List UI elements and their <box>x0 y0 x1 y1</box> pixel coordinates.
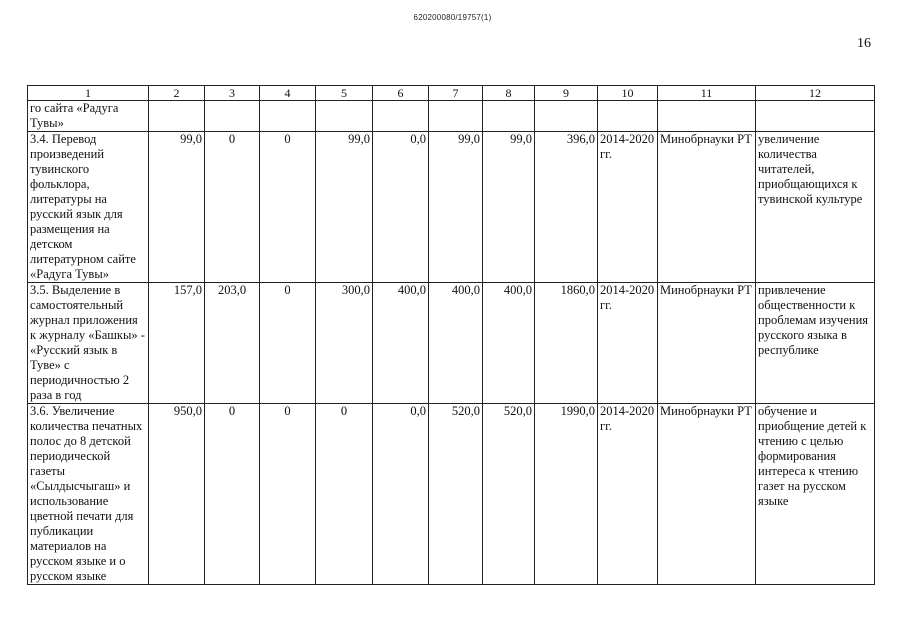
period-cell: 2014-2020 гг. <box>598 404 658 585</box>
value-cell <box>429 101 483 132</box>
value-cell <box>260 101 316 132</box>
value-cell: 400,0 <box>373 283 429 404</box>
value-cell: 99,0 <box>429 132 483 283</box>
measure-name-cell: 3.5. Выделение в самостоятельный журнал приложения к журналу «Башкы» - «Русский язык в Туве» с периодичностью 2 раза в год <box>28 283 149 404</box>
value-cell: 0,0 <box>373 404 429 585</box>
value-cell: 0 <box>205 404 260 585</box>
value-cell: 157,0 <box>149 283 205 404</box>
value-cell: 99,0 <box>483 132 535 283</box>
value-cell <box>316 101 373 132</box>
value-cell: 0 <box>316 404 373 585</box>
measure-name-cell: 3.6. Увеличение количества печатных полос до 8 детской периодической газеты «Сылдысчыгаш» и использование цветной печати для публикации материалов на русском языке и о русском языке <box>28 404 149 585</box>
period-cell: 2014-2020 гг. <box>598 132 658 283</box>
executor-cell <box>658 101 756 132</box>
column-header: 12 <box>756 86 875 101</box>
value-cell: 0 <box>260 283 316 404</box>
result-cell <box>756 101 875 132</box>
value-cell: 99,0 <box>316 132 373 283</box>
total-cell: 396,0 <box>535 132 598 283</box>
column-header: 2 <box>149 86 205 101</box>
value-cell: 400,0 <box>429 283 483 404</box>
table-row <box>28 283 875 404</box>
column-header: 1 <box>28 86 149 101</box>
total-cell: 1990,0 <box>535 404 598 585</box>
total-cell: 1860,0 <box>535 283 598 404</box>
period-cell: 2014-2020 гг. <box>598 283 658 404</box>
column-header: 5 <box>316 86 373 101</box>
value-cell: 0 <box>205 132 260 283</box>
value-cell: 520,0 <box>483 404 535 585</box>
value-cell: 0 <box>260 132 316 283</box>
result-cell: привлечение общественности к проблемам изучения русского языка в республике <box>756 283 875 404</box>
column-header: 6 <box>373 86 429 101</box>
table-row <box>28 101 875 132</box>
value-cell <box>483 101 535 132</box>
executor-cell: Минобрнауки РТ <box>658 404 756 585</box>
value-cell: 99,0 <box>149 132 205 283</box>
total-cell <box>535 101 598 132</box>
value-cell <box>149 101 205 132</box>
column-header: 9 <box>535 86 598 101</box>
period-cell <box>598 101 658 132</box>
table-row <box>28 404 875 585</box>
column-header: 11 <box>658 86 756 101</box>
column-header: 4 <box>260 86 316 101</box>
value-cell <box>205 101 260 132</box>
value-cell: 203,0 <box>205 283 260 404</box>
value-cell: 950,0 <box>149 404 205 585</box>
table-row <box>28 132 875 283</box>
value-cell: 400,0 <box>483 283 535 404</box>
column-header: 3 <box>205 86 260 101</box>
value-cell: 0 <box>260 404 316 585</box>
column-header: 10 <box>598 86 658 101</box>
measure-name-cell: го сайта «Радуга Тувы» <box>28 101 149 132</box>
column-number-row <box>28 86 875 101</box>
column-header: 8 <box>483 86 535 101</box>
column-header: 7 <box>429 86 483 101</box>
measure-name-cell: 3.4. Перевод произведений тувинского фольклора, литературы на русский язык для размещения на детском литературном сайте «Радуга Тувы» <box>28 132 149 283</box>
page-number: 16 <box>857 36 871 51</box>
value-cell: 0,0 <box>373 132 429 283</box>
result-cell: увеличение количества читателей, приобщающихся к тувинской культуре <box>756 132 875 283</box>
program-table <box>27 85 875 585</box>
document-id: 620200080/19757(1) <box>413 13 492 22</box>
executor-cell: Минобрнауки РТ <box>658 132 756 283</box>
value-cell: 520,0 <box>429 404 483 585</box>
value-cell <box>373 101 429 132</box>
value-cell: 300,0 <box>316 283 373 404</box>
executor-cell: Минобрнауки РТ <box>658 283 756 404</box>
result-cell: обучение и приобщение детей к чтению с целью формирования интереса к чтению газет на русском языке <box>756 404 875 585</box>
